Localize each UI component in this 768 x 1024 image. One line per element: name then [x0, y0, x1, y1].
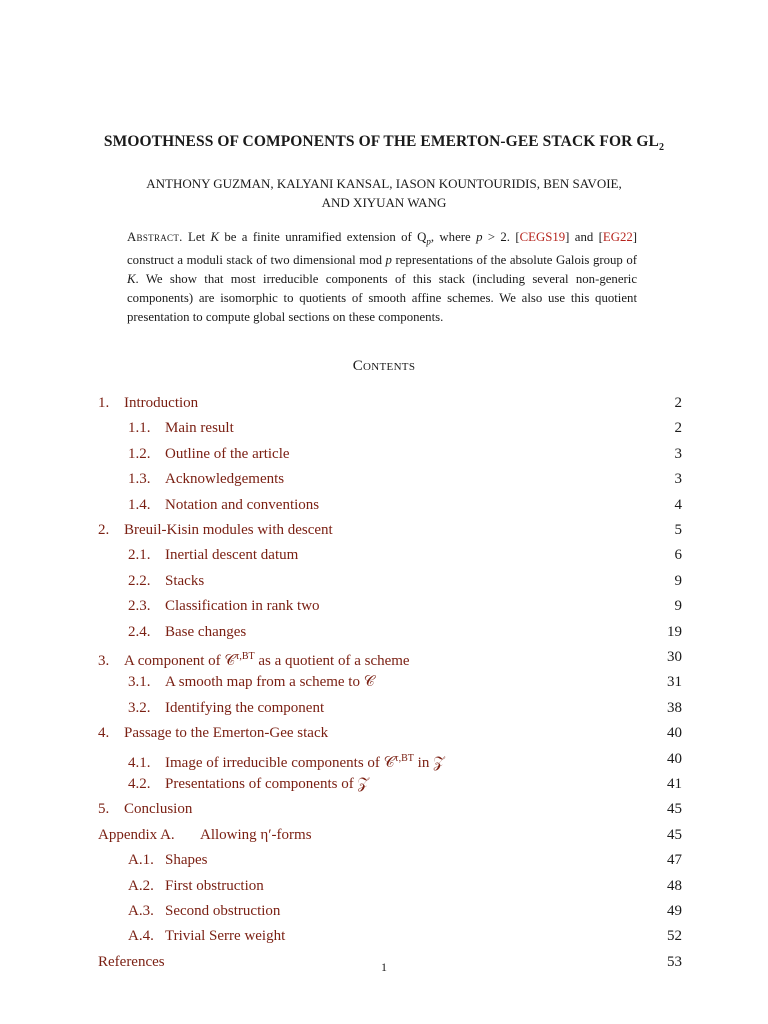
- toc-entry-title: Main result: [165, 420, 234, 437]
- toc-entry[interactable]: [128, 621, 682, 643]
- toc-entry-page: 2: [674, 395, 682, 411]
- toc-entry-title: References: [98, 953, 165, 970]
- toc-entry-title: Breuil-Kisin modules with descent: [124, 522, 333, 538]
- toc-entry-page: 47: [667, 852, 682, 869]
- contents-heading: Contents: [352, 358, 416, 374]
- toc-entry-title: Base changes: [165, 623, 247, 640]
- toc-entry-number: 2.: [98, 522, 110, 538]
- toc-entry-page: 9: [674, 598, 682, 615]
- toc-entry-page: 30: [667, 649, 682, 665]
- toc-entry-link[interactable]: [128, 903, 280, 919]
- toc-entry-number: 1.4.: [128, 496, 151, 513]
- toc-entry-link[interactable]: [128, 752, 445, 771]
- toc-entry-page: 5: [674, 522, 682, 538]
- toc-entry-title: A component of 𝒞$^{\tau,BT}$ as a quotient of a scheme: [124, 651, 410, 669]
- toc-entry[interactable]: [98, 392, 682, 414]
- toc-entry[interactable]: [98, 824, 682, 846]
- toc-entry-number: 4.1.: [128, 754, 151, 771]
- toc-entry-number: 5.: [98, 801, 110, 818]
- toc-entry-title: Introduction: [124, 395, 199, 411]
- toc-entry[interactable]: [128, 773, 682, 795]
- toc-entry-link[interactable]: [98, 801, 192, 817]
- toc-entry-page: 45: [667, 826, 682, 843]
- toc-entry[interactable]: [128, 875, 682, 897]
- toc-entry-page: 4: [674, 496, 682, 513]
- toc-entry-number: 2.1.: [128, 547, 151, 564]
- toc-entry-page: 6: [674, 547, 682, 564]
- toc-entry-page: 53: [667, 953, 682, 970]
- toc-entry-title: Acknowledgements: [165, 471, 285, 488]
- toc-entry-title: Inertial descent datum: [165, 547, 299, 564]
- toc-entry-number: 2.3.: [128, 598, 151, 615]
- abstract-label: Abstract.: [127, 230, 183, 244]
- author-list: [0, 174, 768, 212]
- toc-entry[interactable]: [98, 519, 682, 541]
- toc-entry-number: 2.4.: [128, 623, 151, 640]
- toc-entry-link[interactable]: [98, 827, 312, 843]
- toc-entry-link[interactable]: [128, 928, 285, 944]
- toc-entry[interactable]: [98, 646, 682, 668]
- toc-entry-page: 40: [667, 750, 682, 767]
- toc-entry-title: Passage to the Emerton-Gee stack: [124, 725, 329, 742]
- toc-entry-number: A.1.: [128, 852, 154, 869]
- toc-entry[interactable]: [128, 748, 682, 770]
- toc-entry-number: 1.: [98, 395, 110, 411]
- toc-entry-number: 1.3.: [128, 471, 151, 488]
- toc-entry[interactable]: [128, 570, 682, 592]
- toc-entry-page: 41: [667, 776, 682, 792]
- toc-entry[interactable]: [98, 798, 682, 820]
- toc-entry-page: 49: [667, 903, 682, 919]
- toc-entry-number: 3.2.: [128, 699, 151, 716]
- toc-entry-page: 2: [674, 420, 682, 437]
- toc-entry-number: 1.2.: [128, 445, 151, 462]
- toc-entry[interactable]: [128, 900, 682, 922]
- toc-entry[interactable]: [128, 925, 682, 947]
- toc-entry-link[interactable]: [128, 852, 208, 868]
- toc-entry-number: A.2.: [128, 877, 154, 894]
- toc-entry-link[interactable]: [128, 598, 320, 614]
- toc-entry-title: Presentations of components of 𝒵: [165, 776, 369, 792]
- toc-entry-page: 3: [674, 445, 682, 462]
- toc-entry-page: 45: [667, 801, 682, 818]
- toc-entry[interactable]: [128, 468, 682, 490]
- toc-entry-title: Classification in rank two: [165, 598, 320, 615]
- toc-entry-title: Second obstruction: [165, 903, 281, 919]
- toc-entry-title: First obstruction: [165, 877, 264, 894]
- authors-line-1: ANTHONY GUZMAN, KALYANI KANSAL, IASON KOUNTOURIDIS, BEN SAVOIE,: [146, 176, 622, 191]
- toc-entry-link[interactable]: [128, 497, 319, 513]
- toc-entry[interactable]: [128, 849, 682, 871]
- toc-entry-page: 40: [667, 725, 682, 742]
- toc-entry-link[interactable]: [128, 446, 290, 462]
- toc-entry-link[interactable]: [128, 776, 369, 792]
- toc-entry[interactable]: [128, 417, 682, 439]
- abstract: Abstract. Let K be a finite unramified extension of $Q_p$, where p > 2. [CEGS19] and [EG22] construct a moduli stack of two dimensional mod p representations of the absolute Galois group of K. We show that most irreducible components of this stack (including several non-generic components) are isomorphic to quotients of smooth affine schemes. We also use this quotient presentation to compute global sections on these components.: [127, 230, 638, 324]
- toc-entry-link[interactable]: [98, 522, 333, 538]
- toc-entry-title: Allowing η′-forms: [200, 826, 312, 843]
- toc-entry-page: 38: [667, 699, 682, 716]
- toc-entry-link[interactable]: [98, 725, 328, 741]
- toc-entry-number: A.3.: [128, 903, 154, 919]
- toc-entry-title: Identifying the component: [165, 699, 325, 716]
- toc-entry-number: 1.1.: [128, 420, 151, 437]
- toc-entry[interactable]: [128, 494, 682, 516]
- toc-entry-page: 9: [674, 572, 682, 589]
- citation-link[interactable]: CEGS19: [519, 230, 566, 244]
- toc-entry-link[interactable]: [128, 624, 246, 640]
- toc-entry-number: Appendix A.: [98, 826, 175, 843]
- toc-entry-page: 19: [667, 623, 682, 640]
- toc-entry[interactable]: [128, 671, 682, 693]
- page-number: 1: [381, 960, 387, 974]
- toc-entry-title: Outline of the article: [165, 445, 290, 462]
- toc-entry-page: 48: [667, 877, 682, 894]
- toc-entry[interactable]: [128, 697, 682, 719]
- toc-entry-link[interactable]: [128, 700, 324, 716]
- toc-entry-title: Notation and conventions: [165, 496, 320, 513]
- toc-entry-link[interactable]: [128, 420, 234, 436]
- toc-entry-number: A.4.: [128, 928, 154, 945]
- toc-entry-link[interactable]: [98, 653, 410, 669]
- toc-entry[interactable]: [128, 544, 682, 566]
- toc-entry-number: 3.: [98, 653, 110, 669]
- toc-entry-title: Stacks: [165, 572, 205, 589]
- toc-entry[interactable]: [128, 595, 682, 617]
- toc-entry-page: 52: [667, 928, 682, 945]
- toc-entry-number: 2.2.: [128, 572, 151, 589]
- toc-entry-number: 4.2.: [128, 776, 151, 792]
- toc-entry-number: 4.: [98, 725, 110, 742]
- toc-entry-page: 31: [667, 674, 682, 691]
- toc-entry-number: 3.1.: [128, 674, 151, 691]
- toc-entry-title: Conclusion: [124, 801, 193, 818]
- toc-entry[interactable]: [128, 443, 682, 465]
- toc-entry-title: Image of irreducible components of 𝒞$^{\tau,BT}$ in 𝒵: [165, 752, 445, 771]
- paper-title: SMOOTHNESS OF COMPONENTS OF THE EMERTON-GEE STACK FOR $GL_2$: [103, 133, 665, 154]
- toc-entry-link[interactable]: [128, 573, 204, 589]
- toc-entry-title: A smooth map from a scheme to 𝒞: [165, 674, 375, 691]
- citation-link[interactable]: EG22: [602, 230, 633, 244]
- authors-line-2: AND XIYUAN WANG: [321, 195, 447, 210]
- toc-entry-link[interactable]: [128, 547, 298, 563]
- toc-entry-link[interactable]: [128, 674, 375, 690]
- toc-entry[interactable]: [98, 722, 682, 744]
- toc-entry-title: Trivial Serre weight: [165, 928, 286, 945]
- toc-entry-link[interactable]: [128, 878, 264, 894]
- toc-entry-link[interactable]: [128, 471, 284, 487]
- toc-entry-title: Shapes: [165, 852, 208, 869]
- toc-entry-link[interactable]: [98, 395, 198, 411]
- toc-entry-page: 3: [674, 471, 682, 488]
